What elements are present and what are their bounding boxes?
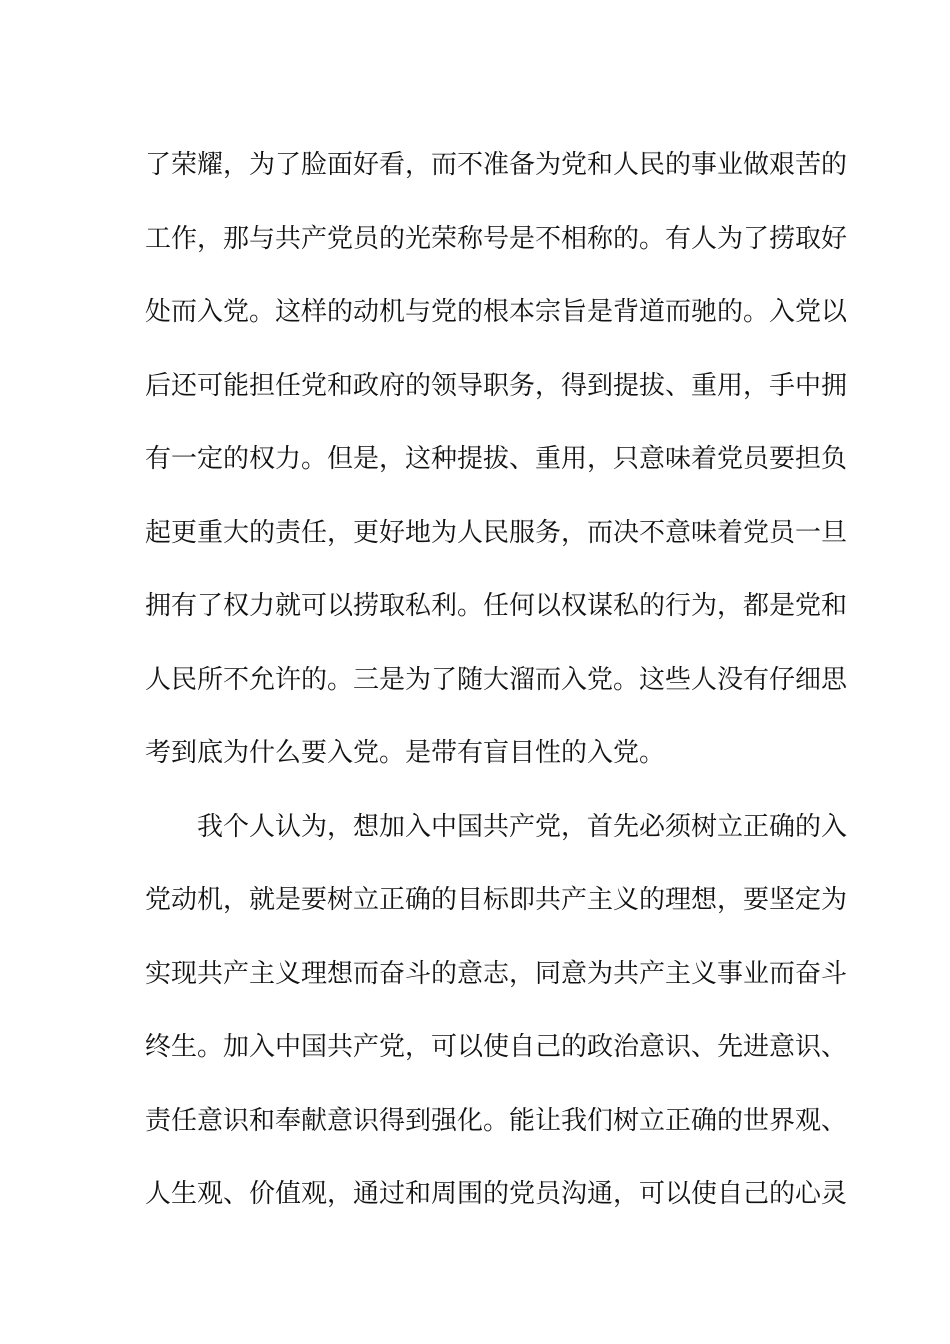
paragraph-end-line: 考到底为什么要入党。是带有盲目性的入党。 bbox=[145, 738, 666, 768]
paragraph-start-line: 我个人认为，想加入中国共产党，首先必须树立正确的入 bbox=[197, 811, 848, 842]
text-line: 责任意识和奉献意识得到强化。能让我们树立正确的世界观、 bbox=[145, 1105, 848, 1136]
text-line: 处而入党。这样的动机与党的根本宗旨是背道而驰的。入党以 bbox=[145, 297, 848, 327]
text-line: 了荣耀，为了脸面好看，而不准备为党和人民的事业做艰苦的 bbox=[145, 150, 848, 180]
text-line: 工作，那与共产党员的光荣称号是不相称的。有人为了捞取好 bbox=[145, 223, 848, 254]
text-line: 起更重大的责任，更好地为人民服务，而决不意味着党员一旦 bbox=[145, 517, 848, 548]
text-line: 有一定的权力。但是，这种提拔、重用，只意味着党员要担负 bbox=[145, 444, 848, 474]
text-line: 实现共产主义理想而奋斗的意志，同意为共产主义事业而奋斗 bbox=[145, 958, 848, 989]
text-line: 人民所不允许的。三是为了随大溜而入党。这些人没有仔细思 bbox=[145, 664, 848, 695]
text-line: 拥有了权力就可以捞取私利。任何以权谋私的行为，都是党和 bbox=[145, 591, 848, 621]
text-line: 党动机，就是要树立正确的目标即共产主义的理想，要坚定为 bbox=[145, 885, 848, 915]
text-line: 后还可能担任党和政府的领导职务，得到提拔、重用，手中拥 bbox=[145, 370, 848, 401]
text-line: 终生。加入中国共产党，可以使自己的政治意识、先进意识、 bbox=[145, 1032, 848, 1062]
document-body bbox=[145, 129, 848, 1232]
text-line: 人生观、价值观，通过和周围的党员沟通，可以使自己的心灵 bbox=[145, 1179, 848, 1209]
